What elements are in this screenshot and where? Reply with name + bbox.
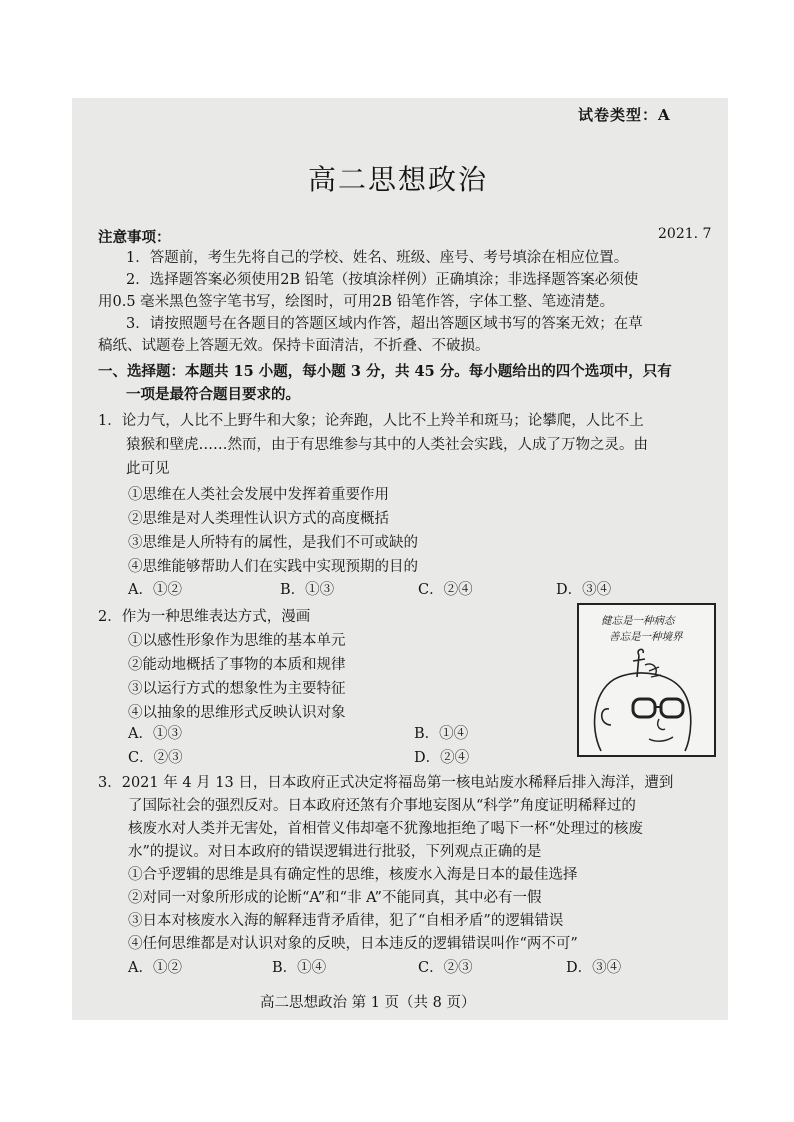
notes-heading: 注意事项： (98, 229, 171, 246)
q1-statement: ②思维是对人类理性认识方式的高度概括 (128, 511, 389, 527)
q3-statement: ①合乎逻辑的思维是具有确定性的思维，核废水入海是日本的最佳选择 (128, 867, 578, 883)
page-footer: 高二思想政治 第 1 页（共 8 页） (260, 995, 476, 1011)
cartoon-caption: 善忘是一种境界 (609, 631, 683, 643)
q2-option-d: D．②④ (414, 750, 470, 766)
q3-statement: ③日本对核废水入海的解释违背矛盾律，犯了“自相矛盾”的逻辑错误 (128, 913, 564, 929)
section-heading-cont: 一项是最符合题目要求的。 (126, 386, 300, 403)
q1-option-b: B．①③ (280, 582, 335, 598)
q1-option-a: A．①② (128, 582, 182, 598)
note-item: 3．请按照题号在各题目的答题区域内作答，超出答题区域书写的答案无效；在草 (126, 316, 643, 332)
q1-statement: ③思维是人所特有的属性，是我们不可或缺的 (128, 535, 418, 551)
cartoon-drawing (579, 647, 710, 752)
q1-stem: 猿猴和壁虎……然而，由于有思维参与其中的人类社会实践，人成了万物之灵。由 (126, 437, 648, 453)
q1-statement: ①思维在人类社会发展中发挥着重要作用 (128, 487, 389, 503)
q3-stem: 了国际社会的强烈反对。日本政府还煞有介事地妄图从“科学”角度证明稀释过的 (128, 798, 636, 814)
q2-option-b: B．①④ (414, 726, 469, 742)
exam-date: 2021. 7 (658, 226, 712, 242)
section-heading: 一、选择题：本题共 15 小题，每小题 3 分，共 45 分。每小题给出的四个选项中，只有 (98, 363, 672, 380)
q3-option-a: A．①② (128, 960, 182, 976)
q2-statement: ③以运行方式的想象性为主要特征 (128, 681, 346, 697)
note-item: 稿纸、试题卷上答题无效。保持卡面清洁，不折叠、不破损。 (98, 338, 490, 354)
q3-option-c: C．②③ (418, 960, 473, 976)
q2-statement: ①以感性形象作为思维的基本单元 (128, 633, 346, 649)
cartoon-caption: 健忘是一种病态 (601, 615, 675, 627)
q2-statement: ②能动地概括了事物的本质和规律 (128, 657, 346, 673)
q3-statement: ②对同一对象所形成的论断“A”和“非 A”不能同真，其中必有一假 (128, 890, 542, 906)
q1-stem: 此可见 (126, 461, 170, 477)
note-item: 1．答题前，考生先将自己的学校、姓名、班级、座号、考号填涂在相应位置。 (126, 250, 629, 266)
q1-statement: ④思维能够帮助人们在实践中实现预期的目的 (128, 559, 418, 575)
q1-stem: 1．论力气，人比不上野牛和大象；论奔跑，人比不上羚羊和斑马；论攀爬，人比不上 (98, 413, 644, 429)
q2-option-a: A．①③ (128, 726, 182, 742)
q3-stem: 核废水对人类并无害处，首相菅义伟却毫不犹豫地拒绝了喝下一杯“处理过的核废 (128, 821, 643, 837)
page-title: 高二思想政治 (308, 163, 489, 196)
q1-option-d: D．③④ (556, 582, 612, 598)
q2-option-c: C．②③ (128, 750, 183, 766)
q2-statement: ④以抽象的思维形式反映认识对象 (128, 705, 346, 721)
note-item: 用0.5 毫米黑色签字笔书写，绘图时，可用2B 铅笔作答，字体工整、笔迹清楚。 (98, 294, 615, 310)
q2-stem: 2．作为一种思维表达方式，漫画 (98, 609, 311, 625)
q3-option-d: D．③④ (566, 960, 622, 976)
q3-stem: 3．2021 年 4 月 13 日，日本政府正式决定将福岛第一核电站废水稀释后排入海洋，遭到 (98, 775, 674, 791)
q3-option-b: B．①④ (272, 960, 327, 976)
q1-option-c: C．②④ (418, 582, 473, 598)
paper-type: 试卷类型：A (578, 106, 671, 124)
exam-page (72, 98, 728, 1020)
note-item: 2．选择题答案必须使用2B 铅笔（按填涂样例）正确填涂；非选择题答案必须使 (126, 272, 639, 288)
q3-stem: 水”的提议。对日本政府的错误逻辑进行批驳，下列观点正确的是 (128, 844, 542, 860)
q3-statement: ④任何思维都是对认识对象的反映，日本违反的逻辑错误叫作“两不可” (128, 936, 578, 952)
cartoon-image (577, 603, 716, 757)
